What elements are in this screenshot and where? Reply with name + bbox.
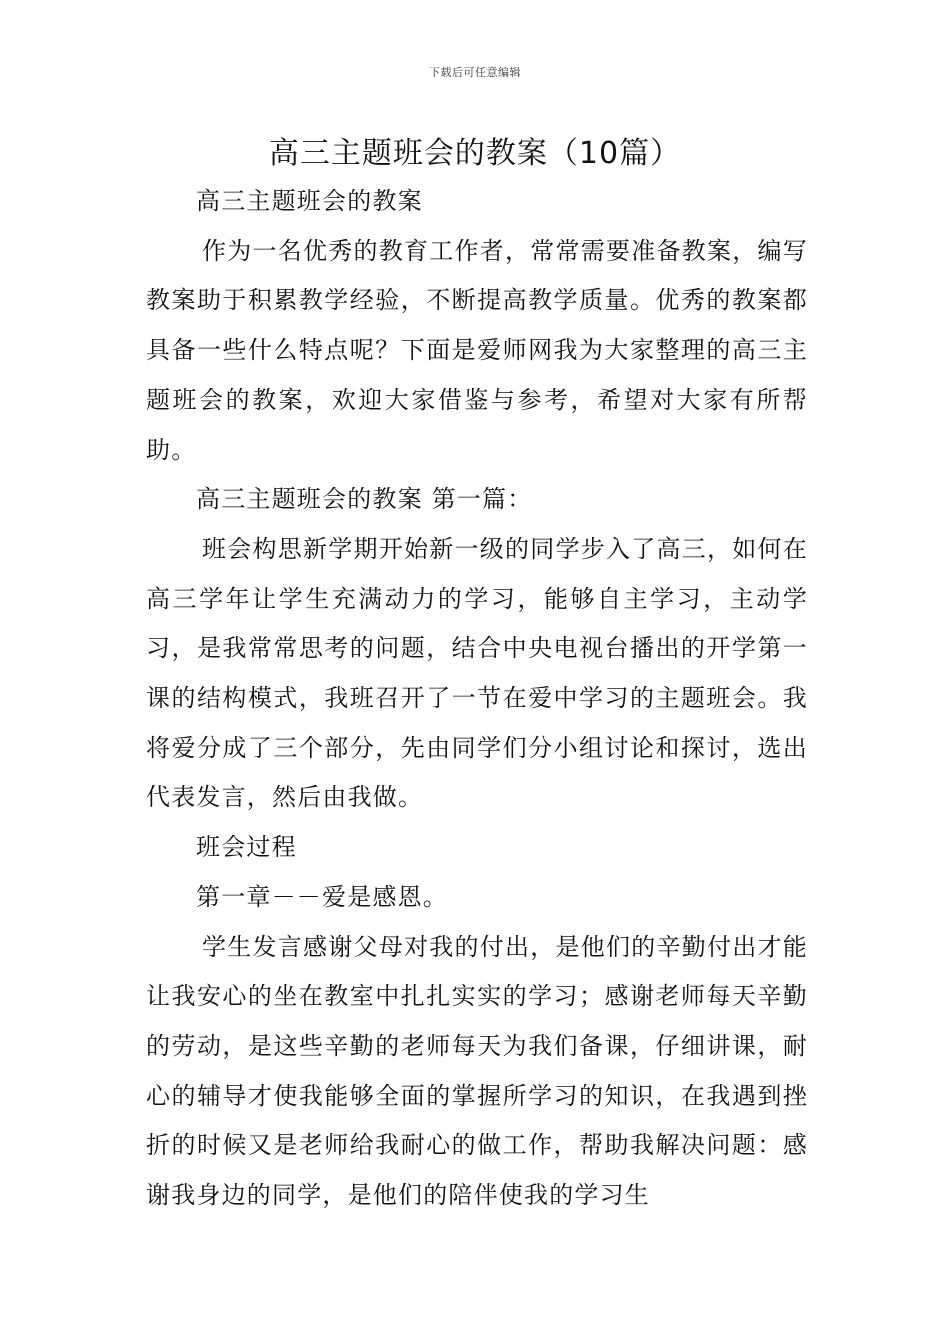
chapter-heading-gratitude: 第一章－－爱是感恩。 bbox=[196, 882, 448, 911]
header-note: 下载后可任意编辑 bbox=[429, 66, 521, 79]
body-paragraph-concept: 班会构思新学期开始新一级的同学步入了高三，如何在高三学年让学生充满动力的学习，能够自主学习，主动学习，是我常常思考的问题，结合中央电视台播出的开学第一课的结构模式，我班召开了一节在爱中学习的主题班会。我将爱分成了三个部分，先由同学们分小组讨论和探讨，选出代表发言，然后由我做。 bbox=[146, 534, 808, 812]
section-heading-process: 班会过程 bbox=[196, 833, 297, 862]
body-paragraph-gratitude: 学生发言感谢父母对我的付出，是他们的辛勤付出才能让我安心的坐在教室中扎扎实实的学习；感谢老师每天辛勤的劳动，是这些辛勤的老师每天为我们备课，仔细讲课，耐心的辅导才使我能够全面的掌握所学习的知识，在我遇到挫折的时候又是老师给我耐心的做工作，帮助我解决问题：感谢我身边的同学，是他们的陪伴使我的学习生 bbox=[146, 932, 808, 1210]
section-heading-part-one: 高三主题班会的教案 第一篇： bbox=[196, 485, 533, 514]
intro-paragraph: 作为一名优秀的教育工作者，常常需要准备教案，编写教案助于积累教学经验，不断提高教学质量。优秀的教案都具备一些什么特点呢？下面是爱师网我为大家整理的高三主题班会的教案，欢迎大家借鉴与参考，希望对大家有所帮助。 bbox=[146, 236, 808, 464]
document-title: 高三主题班会的教案（10篇） bbox=[268, 136, 682, 171]
section-heading-main: 高三主题班会的教案 bbox=[196, 187, 423, 215]
document-body bbox=[146, 177, 808, 1221]
